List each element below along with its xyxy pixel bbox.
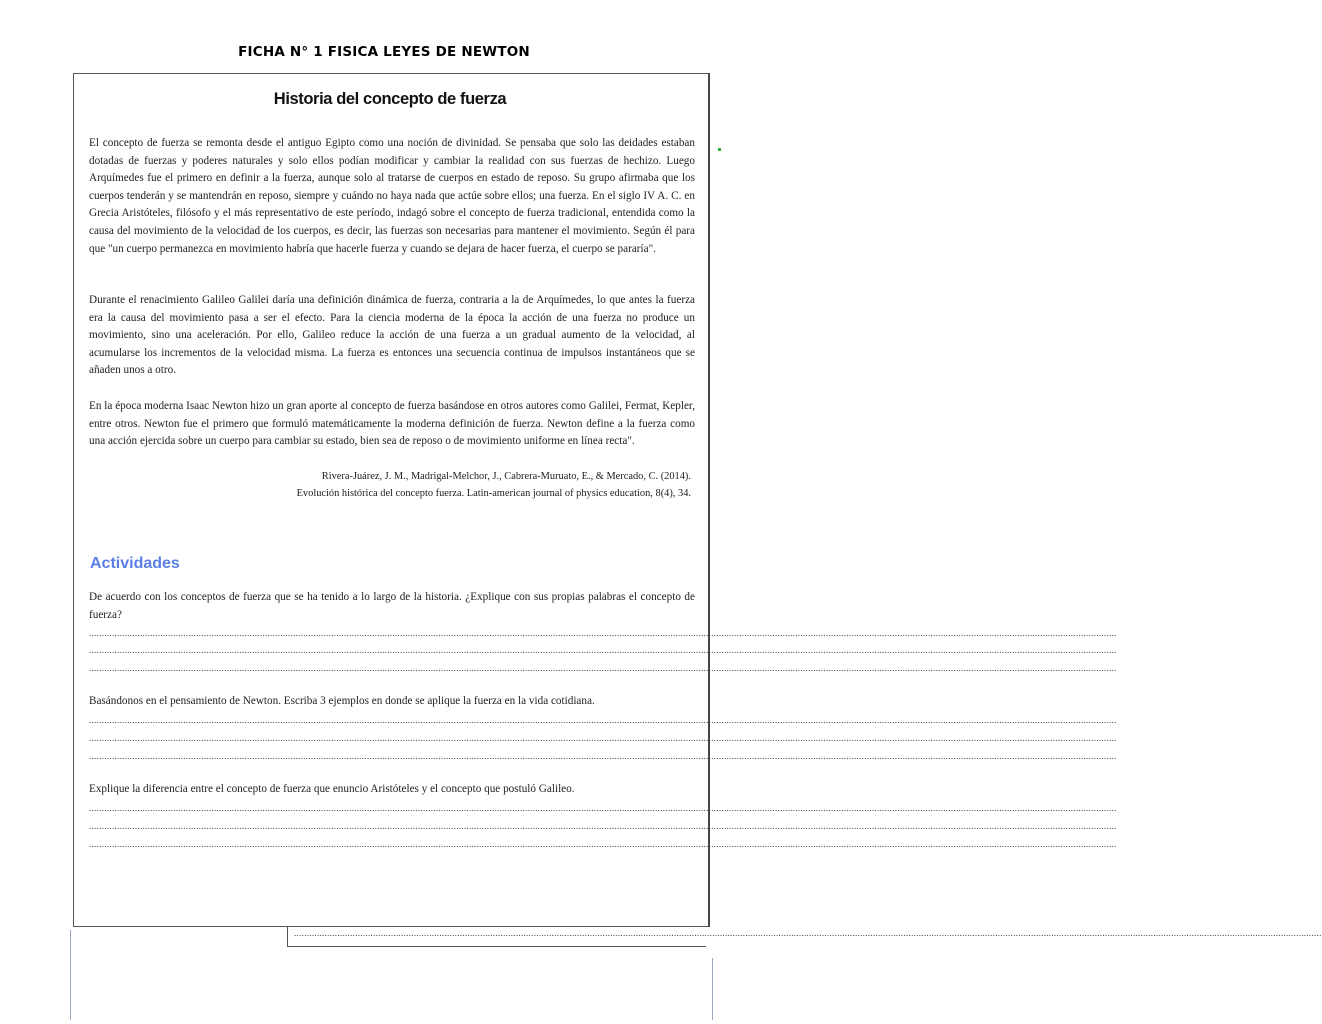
- frame-edge-left: [70, 930, 71, 1020]
- answer-line[interactable]: ...................................................................................................................................................................................................................................................................................................................................................................................................................: [89, 645, 1117, 655]
- answer-line[interactable]: ...................................................................................................................................................................................................................................................................................................................................................................................................................: [89, 821, 1117, 831]
- question-2: Basándonos en el pensamiento de Newton. Escriba 3 ejemplos en donde se aplique la fuerza en la vida cotidiana.: [89, 695, 595, 707]
- activities-heading: Actividades: [90, 555, 180, 572]
- answer-line[interactable]: ...................................................................................................................................................................................................................................................................................................................................................................................................................: [89, 751, 1117, 761]
- reference-line-2: Evolución histórica del concepto fuerza. Latin-american journal of physics education, 8(4), 34.: [296, 488, 691, 499]
- answer-line[interactable]: ...................................................................................................................................................................................................................................................................................................................................................................................................................: [89, 628, 1117, 638]
- answer-line[interactable]: ...................................................................................................................................................................................................................................................................................................................................................................................................................: [89, 803, 1117, 813]
- article-paragraph-3: En la época moderna Isaac Newton hizo un gran aporte al concepto de fuerza basándose en otros autores como Galilei, Fermat, Kepler, entre otros. Newton fue el primero que formuló matemáticamente la moderna definición de fuerza. Newton define a la fuerza como una acción ejercida sobre un cuerpo para cambiar su estado, bien sea de reposo o de movimiento uniforme en línea recta".: [89, 400, 695, 448]
- question-1: De acuerdo con los conceptos de fuerza que se ha tenido a lo largo de la historia. ¿Explique con sus propias palabras el concepto de fuerza?: [89, 591, 695, 621]
- article-paragraph-2: Durante el renacimiento Galileo Galilei daría una definición dinámica de fuerza, contraria a la de Arquímedes, lo que antes la fuerza era la causa del movimiento pasa a ser el efecto. Para la ciencia moderna de la época la acción de una fuerza no produce un movimiento, sino una aceleración. Por ello, Galileo reduce la acción de una fuerza a un gradual aumento de la velocidad, al acumularse los incrementos de la velocidad misma. La fuerza es entonces una secuencia continua de impulsos instantáneos que se añaden unos a otro.: [89, 294, 695, 377]
- answer-line[interactable]: ...................................................................................................................................................................................................................................................................................................................................................................................................................: [89, 733, 1117, 743]
- marker-dot: [718, 148, 721, 151]
- answer-line[interactable]: ...................................................................................................................................................................................................................................................................................................................................................................................................................: [89, 839, 1117, 849]
- article-paragraph-1: El concepto de fuerza se remonta desde el antiguo Egipto como una noción de divinidad. Se pensaba que solo las deidades estaban dotadas de fuerzas y poderes naturales y solo ellos podían modificar y cambiar la realidad con sus fuerzas de hechizo. Luego Arquímedes fue el primero en definir a la fuerza, aunque solo al tratarse de cuerpos en estado de reposo. Su grupo afirmaba que los cuerpos tenderán y se mantendrán en reposo, siempre y cuándo no haya nada que actúe sobre ellos; una fuerza. En el siglo IV A. C. en Grecia Aristóteles, filósofo y el más representativo de este período, indagó sobre el concepto de fuerza tradicional, entendida como la causa del movimiento de la velocidad de los cuerpos, es decir, las fuerzas son necesarias para mantener el movimiento. Según él para que "un cuerpo permanezca en movimiento habría que hacerle fuerza y cuando se dejara de hacer fuerza, el cuerpo se pararía".: [89, 137, 695, 255]
- answer-box: [287, 926, 1322, 947]
- question-3: Explique la diferencia entre el concepto de fuerza que enuncio Aristóteles y el concepto que postuló Galileo.: [89, 783, 575, 795]
- frame-edge-right: [712, 958, 713, 1020]
- answer-line[interactable]: ...................................................................................................................................................................................................................................................................................................................................................................................................................: [89, 663, 1117, 673]
- answer-line[interactable]: ...................................................................................................................................................................................................................................................................................................................................................................................................................: [294, 928, 1322, 938]
- reference-line-1: Rivera-Juárez, J. M., Madrigal-Melchor, J., Cabrera-Muruato, E., & Mercado, C. (2014).: [321, 471, 691, 482]
- document-title: FICHA N° 1 FISICA LEYES DE NEWTON: [238, 44, 530, 60]
- article-title: Historia del concepto de fuerza: [273, 90, 507, 108]
- answer-line[interactable]: ...................................................................................................................................................................................................................................................................................................................................................................................................................: [89, 715, 1117, 725]
